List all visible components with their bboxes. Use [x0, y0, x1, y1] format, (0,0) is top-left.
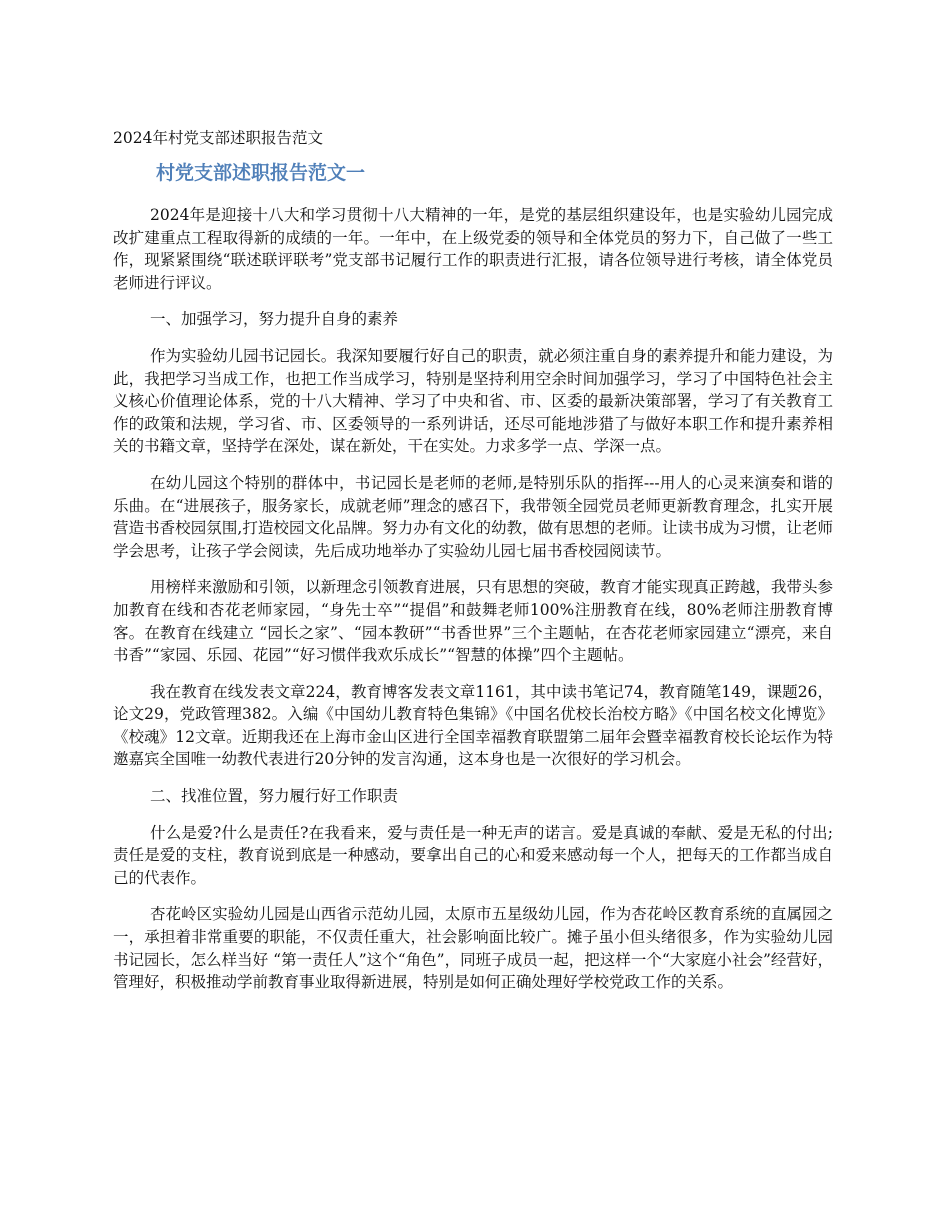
paragraph: 用榜样来激励和引领，以新理念引领教育进展，只有思想的突破，教育才能实现真正跨越，我带头参加教育在线和杏花老师家园，“身先士卒”“提倡”和鼓舞老师100%注册教育在线，80%老师注册教育博客。在教育在线建立 “园长之家”、“园本教研”“书香世界”三个主题帖，在杏花老师家园建立“漂亮，来自书香”“家园、乐园、花园”“好习惯伴我欢乐成长”“智慧的体操”四个主题帖。 [113, 578, 833, 665]
paragraph: 在幼儿园这个特别的群体中，书记园长是老师的老师,是特别乐队的指挥---用人的心灵来演奏和谐的乐曲。在“进展孩子，服务家长，成就老师”理念的感召下，我带领全园党员老师更新教育理念，扎实开展营造书香校园氛围,打造校园文化品牌。努力办有文化的幼教，做有思想的老师。让读书成为习惯，让老师学会思考，让孩子学会阅读，先后成功地举办了实验幼儿园七届书香校园阅读节。 [113, 473, 833, 560]
document-title: 2024年村党支部述职报告范文 [113, 129, 323, 147]
paragraph: 什么是爱?什么是责任?在我看来，爱与责任是一种无声的诺言。爱是真诚的奉献、爱是无私的付出;责任是爱的支柱，教育说到底是一种感动，要拿出自己的心和爱来感动每一个人，把每天的工作都当成自己的代表作。 [113, 823, 833, 887]
paragraph: 杏花岭区实验幼儿园是山西省示范幼儿园，太原市五星级幼儿园，作为杏花岭区教育系统的直属园之一，承担着非常重要的职能，不仅责任重大，社会影响面比较广。摊子虽小但头绪很多，作为实验幼儿园书记园长，怎么样当好 “第一责任人”这个“角色”，同班子成员一起，把这样一个“大家庭小社会”经营好，管理好，积极推动学前教育事业取得新进展，特别是如何正确处理好学校党政工作的关系。 [113, 905, 833, 992]
paragraph: 我在教育在线发表文章224，教育博客发表文章1161，其中读书笔记74，教育随笔149，课题26，论文29，党政管理382。入编《中国幼儿教育特色集锦》《中国名优校长治校方略》《中国名校文化博览》《校魂》12文章。近期我还在上海市金山区进行全国幸福教育联盟第二届年会暨幸福教育校长论坛作为特邀嘉宾全国唯一幼教代表进行20分钟的发言沟通，这本身也是一次很好的学习机会。 [113, 682, 833, 769]
paragraph: 作为实验幼儿园书记园长。我深知要履行好自己的职责，就必须注重自身的素养提升和能力建设，为此，我把学习当成工作，也把工作当成学习，特别是坚持利用空余时间加强学习，学习了中国特色社会主义核心价值理论体系，党的十八大精神、学习了中央和省、市、区委的最新决策部署，学习了有关教育工作的政策和法规，学习省、市、区委领导的一系列讲话，还尽可能地涉猎了与做好本职工作和提升素养相关的书籍文章，坚持学在深处，谋在新处，干在实处。力求多学一点、学深一点。 [113, 346, 833, 456]
section-heading: 村党支部述职报告范文一 [156, 162, 366, 184]
subheading-2: 二、找准位置，努力履行好工作职责 [150, 787, 399, 806]
subheading-1: 一、加强学习，努力提升自身的素养 [150, 310, 399, 329]
paragraph-intro: 2024年是迎接十八大和学习贯彻十八大精神的一年，是党的基层组织建设年，也是实验幼儿园完成改扩建重点工程取得新的成绩的一年。一年中，在上级党委的领导和全体党员的努力下，自己做了一些工作，现紧紧围绕“联述联评联考”党支部书记履行工作的职责进行汇报，请各位领导进行考核，请全体党员老师进行评议。 [113, 206, 833, 292]
document-body [113, 204, 833, 1008]
